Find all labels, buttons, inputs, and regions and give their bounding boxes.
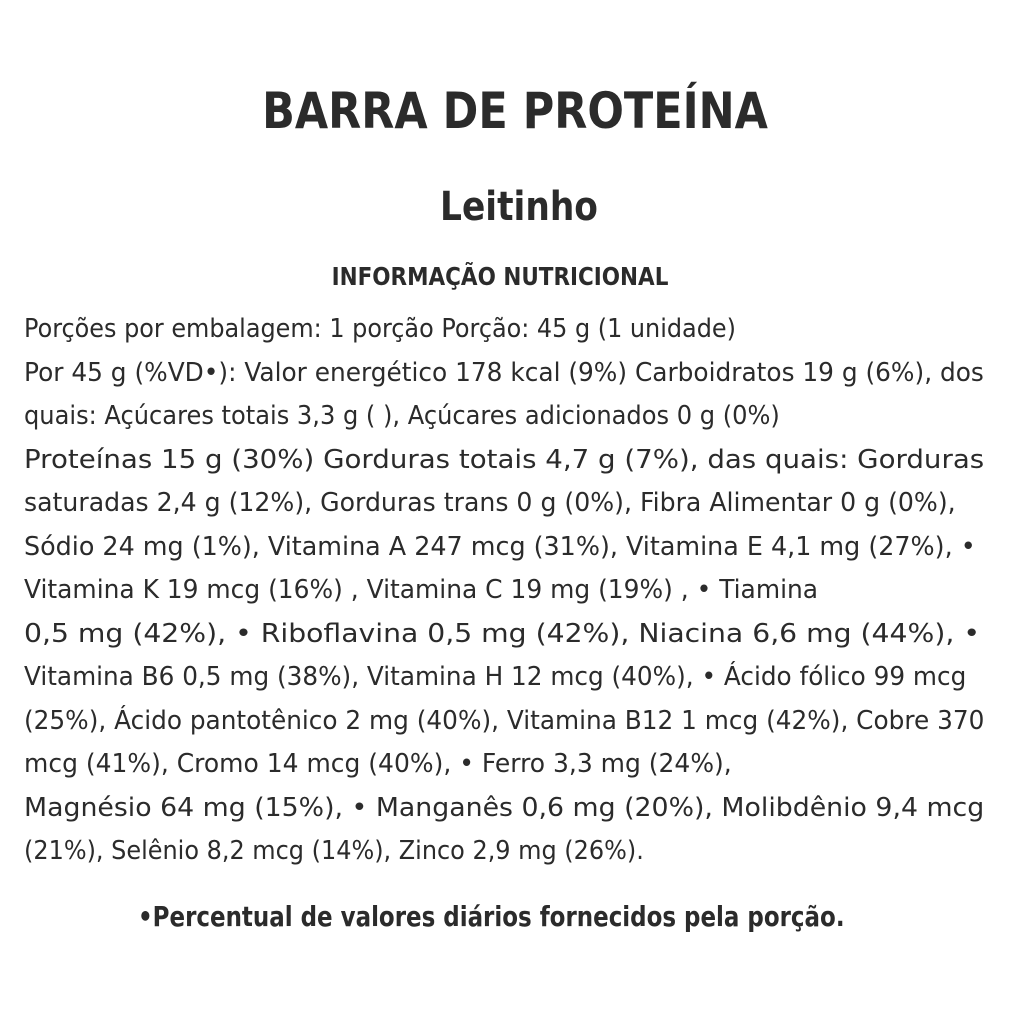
text-line-5: saturadas 2,4 g (12%), Gorduras trans 0 g (0%), Fibra Alimentar 0 g (0%),	[24, 488, 956, 518]
product-flavor: Leitinho	[440, 184, 598, 230]
text-line-7: Vitamina K 19 mcg (16%) , Vitamina C 19 mg (19%) , • Tiamina	[24, 575, 819, 605]
text-line-12: Magnésio 64 mg (15%), • Manganês 0,6 mg (20%), Molibdênio 9,4 mcg	[24, 792, 985, 823]
text-line-11: mcg (41%), Cromo 14 mcg (40%), • Ferro 3,3 mg (24%),	[24, 749, 732, 779]
text-line-3: quais: Açúcares totais 3,3 g ( ), Açúcares adicionados 0 g (0%)	[24, 401, 780, 431]
text-line-4: Proteínas 15 g (30%) Gorduras totais 4,7 g (7%), das quais: Gorduras	[24, 444, 985, 475]
text-line-9: Vitamina B6 0,5 mg (38%), Vitamina H 12 mcg (40%), • Ácido fólico 99 mcg	[24, 662, 967, 692]
text-line-10: (25%), Ácido pantotênico 2 mg (40%), Vitamina B12 1 mcg (42%), Cobre 370	[24, 705, 985, 736]
text-line-2: Por 45 g (%VD•): Valor energético 178 kcal (9%) Carboidratos 19 g (6%), dos	[24, 357, 984, 388]
text-line-6: Sódio 24 mg (1%), Vitamina A 247 mcg (31%), Vitamina E 4,1 mg (27%), •	[24, 531, 976, 562]
text-line-13: (21%), Selênio 8,2 mcg (14%), Zinco 2,9 mg (26%).	[24, 836, 644, 866]
text-line-8: 0,5 mg (42%), • Riboflavina 0,5 mg (42%), Niacina 6,6 mg (44%), •	[24, 618, 980, 649]
nutrition-text	[24, 308, 984, 874]
text-line-1: Porções por embalagem: 1 porção Porção: 45 g (1 unidade)	[24, 314, 736, 344]
product-title: BARRA DE PROTEÍNA	[262, 82, 768, 140]
footnote: •Percentual de valores diários fornecidos pela porção.	[138, 900, 845, 933]
section-title: INFORMAÇÃO NUTRICIONAL	[331, 262, 669, 291]
